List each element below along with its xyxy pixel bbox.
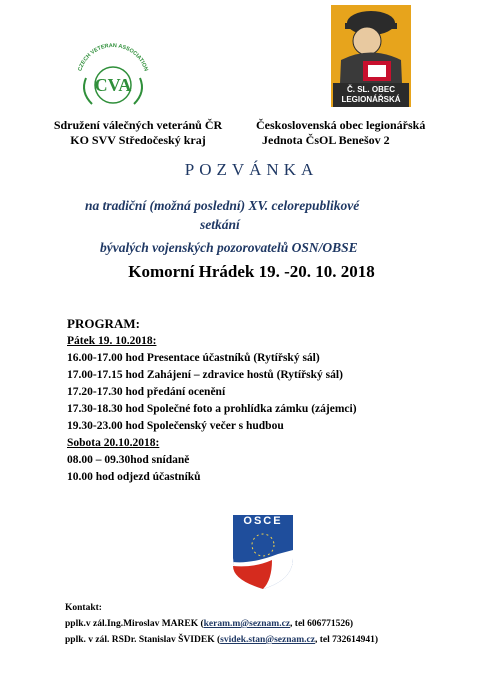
org-left <box>38 118 238 148</box>
legion-line2: LEGIONÁŘSKÁ <box>341 95 401 104</box>
org-left-line1: Sdružení válečných veteránů ČR <box>53 118 223 132</box>
program-heading: PROGRAM: <box>67 316 140 331</box>
legion-logo <box>331 5 411 107</box>
contact-p2-name: pplk. v zál. RSDr. Stanislav ŠVIDEK ( <box>65 635 221 645</box>
org-right <box>256 118 476 148</box>
program-item: 17.00-17.15 hod Zahájení – zdravice hostů (Rytířský sál) <box>67 369 343 381</box>
program-item: 08.00 – 09.30hod snídaně <box>67 454 190 466</box>
day1-heading: Pátek 19. 10.2018: <box>67 335 157 347</box>
contact-p1-name: pplk.v zál.Ing.Miroslav MAREK ( <box>65 619 204 629</box>
contact-p2-tel: , tel 732614941) <box>315 635 379 645</box>
contact-heading: Kontakt: <box>65 603 102 613</box>
contact-p1-tel: , tel 606771526) <box>290 619 354 629</box>
program-item: 19.30-23.00 hod Společenský večer s hudbou <box>67 420 284 432</box>
program-item: 17.20-17.30 hod předání ocenění <box>67 386 226 398</box>
cva-ring-text: CZECH VETERAN ASSOCIATION <box>77 42 149 73</box>
osce-logo <box>232 514 294 590</box>
cva-letters: CVA <box>94 75 132 95</box>
subtitle-line1: na tradiční (možná poslední) XV. celorepublikové <box>85 198 360 213</box>
program-item: 10.00 hod odjezd účastníků <box>67 471 201 483</box>
program-item: 16.00-17.00 hod Presentace účastníků (Rytířský sál) <box>67 352 320 364</box>
contact-person-1 <box>65 617 495 631</box>
org-right-line2: Jednota ČsOL Benešov 2 <box>262 133 390 147</box>
cva-logo <box>68 40 158 110</box>
email-link-svidek[interactable]: svidek.stan@seznam.cz <box>220 635 315 645</box>
event-title: Komorní Hrádek 19. -20. 10. 2018 <box>128 262 375 281</box>
legion-line1: Č. SL. OBEC <box>346 85 396 94</box>
program-list <box>67 333 487 486</box>
program-item: 17.30-18.30 hod Společné foto a prohlídka zámku (zájemci) <box>67 403 357 415</box>
day2-heading: Sobota 20.10.2018: <box>67 437 160 449</box>
org-left-line2: KO SVV Středočeský kraj <box>70 133 206 147</box>
subtitle-line2: setkání <box>200 217 240 232</box>
email-link-marek[interactable]: keram.m@seznam.cz <box>203 619 291 629</box>
contact-person-2 <box>65 633 495 647</box>
invitation-title: POZVÁNKA <box>184 160 319 179</box>
org-right-line1: Československá obec legionářská <box>256 118 426 132</box>
subtitle-line3: bývalých vojenských pozorovatelů OSN/OBSE <box>100 240 358 255</box>
osce-text: OSCE <box>243 515 283 527</box>
contact-block <box>65 601 495 647</box>
